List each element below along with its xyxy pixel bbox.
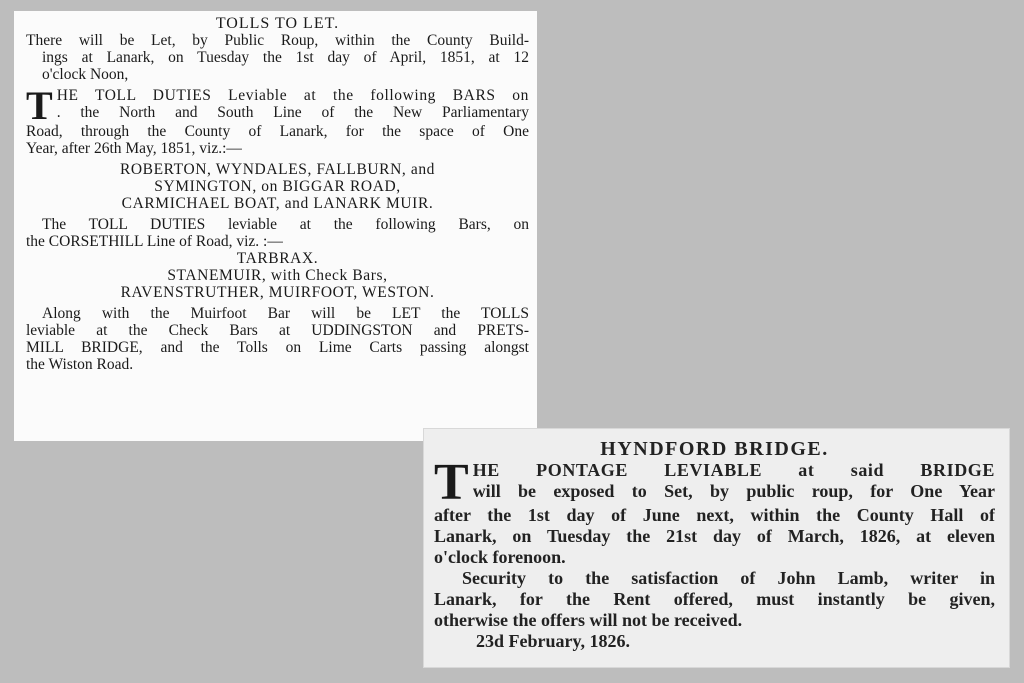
drop-cap: T xyxy=(26,87,53,123)
text-line: HE TOLL DUTIES Leviable at the following BARS on xyxy=(56,87,529,104)
text-line: RAVENSTRUTHER, MUIRFOOT, WESTON. xyxy=(120,284,435,301)
text-line: ings at Lanark, on Tuesday the 1st day of April, 1851, at 12 xyxy=(42,49,529,66)
text-line: TARBRAX. xyxy=(236,250,319,267)
clipping-hyndford-bridge xyxy=(423,428,1010,668)
drop-cap: T xyxy=(434,460,469,505)
text-line: ROBERTON, WYNDALES, FALLBURN, and xyxy=(119,161,436,178)
text-line: Security to the satisfaction of John Lamb, writer in xyxy=(462,568,995,588)
clipping-tolls-to-let xyxy=(14,11,537,441)
text-line: after the 1st day of June next, within the County Hall of xyxy=(434,505,995,525)
text-line: leviable at the Check Bars at UDDINGSTON and PRETS- xyxy=(26,322,529,339)
text-line: o'clock forenoon. xyxy=(434,547,566,567)
text-line: the CORSETHILL Line of Road, viz. :— xyxy=(26,233,283,250)
clipping-title: TOLLS TO LET. xyxy=(215,15,340,32)
text-line: Along with the Muirfoot Bar will be LET the TOLLS xyxy=(42,305,529,322)
text-line: the Wiston Road. xyxy=(26,356,134,373)
date-line: 23d February, 1826. xyxy=(476,631,631,651)
text-line: MILL BRIDGE, and the Tolls on Lime Carts passing alongst xyxy=(26,339,529,356)
paragraph xyxy=(26,87,529,123)
text-line: Lanark, for the Rent offered, must instantly be given, xyxy=(434,589,995,609)
text-line: SYMINGTON, on BIGGAR ROAD, xyxy=(154,178,401,195)
text-line: o'clock Noon, xyxy=(42,66,129,83)
text-line: STANEMUIR, with Check Bars, xyxy=(167,267,388,284)
text-line: Year, after 26th May, 1851, viz.:— xyxy=(26,140,242,157)
text-line: otherwise the offers will not be received. xyxy=(434,610,743,630)
text-line: Lanark, on Tuesday the 21st day of March, 1826, at eleven xyxy=(434,526,995,546)
text-line: The TOLL DUTIES leviable at the following Bars, on xyxy=(42,216,529,233)
text-line: will be exposed to Set, by public roup, for One Year xyxy=(472,481,995,501)
clipping-title: HYNDFORD BRIDGE. xyxy=(600,439,829,460)
text-line: There will be Let, by Public Roup, within the County Build- xyxy=(26,32,529,49)
text-line: CARMICHAEL BOAT, and LANARK MUIR. xyxy=(121,195,434,212)
text-line: HE PONTAGE LEVIABLE at said BRIDGE xyxy=(472,460,995,480)
text-line: Road, through the County of Lanark, for the space of One xyxy=(26,123,529,140)
text-line: . the North and South Line of the New Parliamentary xyxy=(56,104,529,121)
paragraph xyxy=(434,460,995,505)
